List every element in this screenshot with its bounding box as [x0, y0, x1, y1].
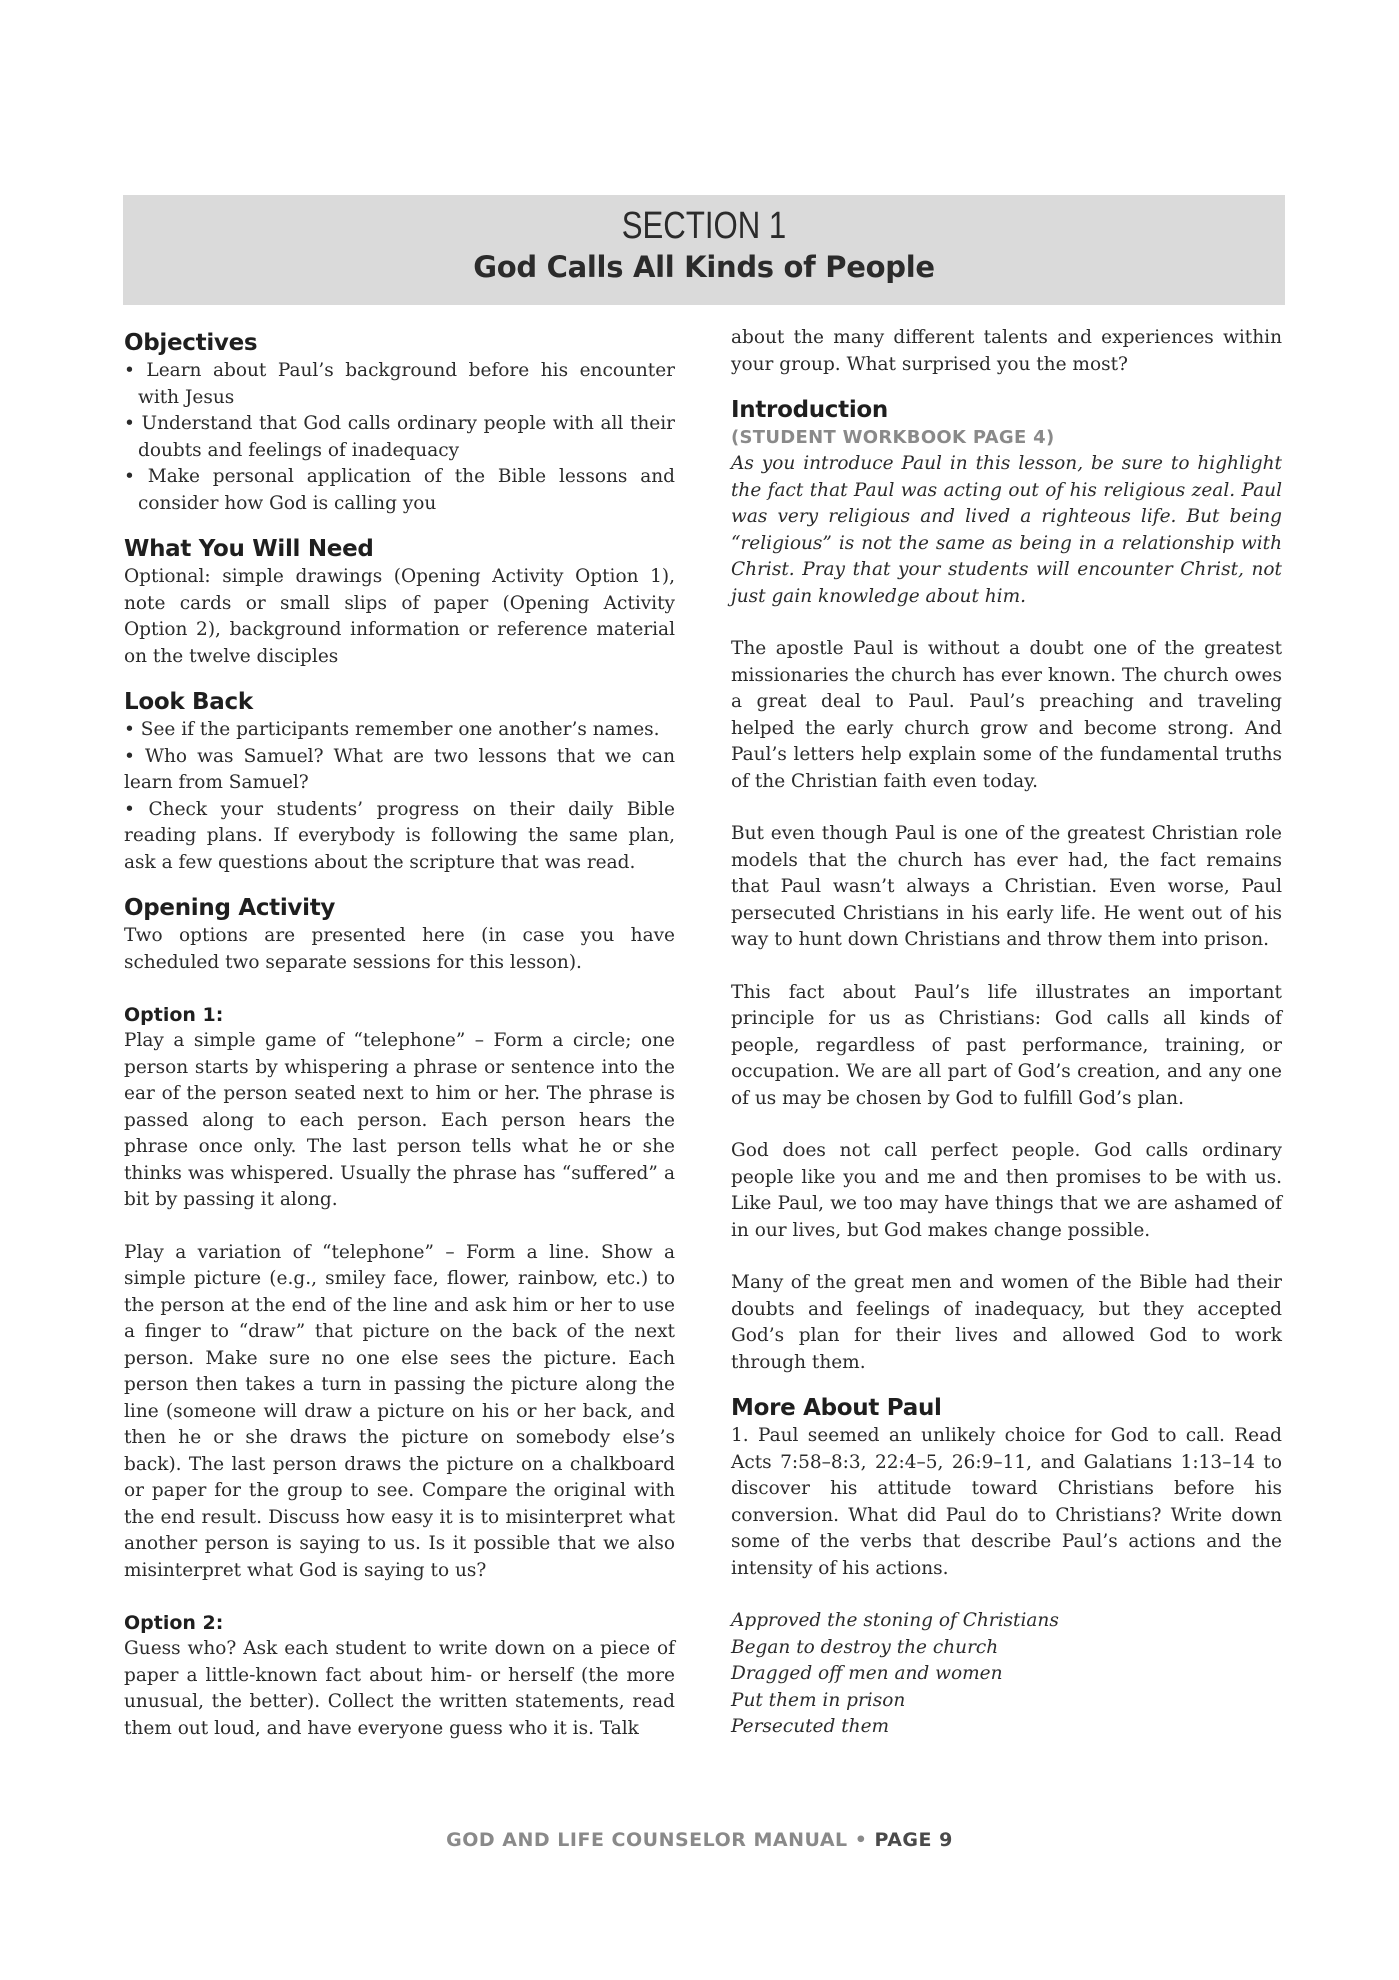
manual-title: GOD AND LIFE COUNSELOR MANUAL •	[446, 1829, 868, 1851]
option-1-variation-paragraph: Play a variation of “telephone” – Form a line. Show a simple picture (e.g., smiley face, flower, rainbow, etc.) to the person at the end of the line and ask him or her to use a finger to “draw” that picture on the back of the next person. Make sure no one else sees the picture. Each person then takes a turn in passing the picture along the line (someone will draw a picture on his or her back, and then he or she draws the picture on somebody else’s back). The last person draws the picture on a chalkboard or paper for the group to see. Compare the original with the end result. Discuss how easy it is to misinterpret what another person is saying to us. Is it possible that we also misinterpret what God is saying to us?	[124, 1241, 675, 1581]
need-text: Optional: simple drawings (Opening Activity Option 1), note cards or small slips of paper (Opening Activity Option 2), background information or reference material on the twelve disciples	[124, 566, 675, 667]
objectives-heading: Objectives	[124, 330, 258, 356]
workbook-reference: (STUDENT WORKBOOK PAGE 4)	[731, 427, 1055, 448]
section-banner	[123, 195, 1285, 305]
page-number: PAGE 9	[874, 1829, 953, 1851]
objective-item: • Make personal application of the Bible lessons and consider how God is calling you	[124, 466, 675, 514]
teacher-note: As you introduce Paul in this lesson, be sure to highlight the fact that Paul was acting out of his religious zeal. Paul was very religious and lived a righteous life. But being “religious” is not the same as being in a relationship with Christ. Pray that your students will encounter Christ, not just gain knowledge about him.	[731, 453, 1282, 607]
opening-activity-intro: Two options are presented here (in case you have scheduled two separate sessions for this lesson).	[124, 925, 675, 973]
intro-paragraph: The apostle Paul is without a doubt one of the greatest missionaries the church has ever known. The church owes a great deal to Paul. Paul’s preaching and traveling helped the early church grow and become strong. And Paul’s letters help explain some of the fundamental truths of the Christian faith even today.	[731, 638, 1282, 792]
option-2-paragraph: Guess who? Ask each student to write down on a piece of paper a little-known fact about him- or herself (the more unusual, the better). Collect the written statements, read them out loud, and have everyone guess who it is. Talk	[124, 1638, 675, 1739]
intro-paragraph: God does not call perfect people. God calls ordinary people like you and me and then promises to be with us. Like Paul, we too may have things that we are ashamed of in our lives, but God makes change possible.	[731, 1140, 1282, 1241]
look-back-heading: Look Back	[124, 689, 253, 715]
objective-item: • Understand that God calls ordinary people with all their doubts and feelings of inadequacy	[124, 413, 675, 461]
need-heading: What You Will Need	[124, 536, 374, 562]
more-about-paul-heading: More About Paul	[731, 1395, 942, 1421]
look-back-item: • Check your students’ progress on their daily Bible reading plans. If everybody is following the same plan, ask a few questions about the scripture that was read.	[124, 798, 675, 873]
page-footer	[0, 1829, 1399, 1851]
objective-item: • Learn about Paul’s background before his encounter with Jesus	[124, 360, 675, 408]
look-back-item: • Who was Samuel? What are two lessons that we can learn from Samuel?	[124, 745, 675, 793]
opening-activity-heading: Opening Activity	[124, 895, 336, 921]
left-column	[124, 325, 675, 1742]
option-1-paragraph: Play a simple game of “telephone” – Form a circle; one person starts by whispering a phrase or sentence into the ear of the person seated next to him or her. The phrase is passed along to each person. Each person hears the phrase once only. The last person tells what he or she thinks was whispered. Usually the phrase has “suffered” a bit by passing it along.	[124, 1030, 675, 1210]
right-column	[731, 325, 1282, 1741]
more-about-paul-question: 1. Paul seemed an unlikely choice for God to call. Read Acts 7:58–8:3, 22:4–5, 26:9–11, and Galatians 1:13–14 to discover his attitude toward Christians before his conversion. What did Paul do to Christians? Write down some of the verbs that describe Paul’s actions and the intensity of his actions.	[731, 1425, 1282, 1579]
list-item: Dragged off men and women	[731, 1663, 1003, 1684]
intro-paragraph: Many of the great men and women of the Bible had their doubts and feelings of inadequacy, but they accepted God’s plan for their lives and allowed God to work through them.	[731, 1272, 1282, 1373]
introduction-heading: Introduction	[731, 397, 888, 423]
section-title: God Calls All Kinds of People	[473, 250, 935, 284]
list-item: Approved the stoning of Christians	[731, 1610, 1059, 1631]
section-label: SECTION 1	[621, 205, 787, 247]
option-2-heading: Option 2:	[124, 1612, 224, 1634]
list-item: Persecuted them	[731, 1716, 890, 1737]
intro-paragraph: This fact about Paul’s life illustrates an important principle for us as Christians: God calls all kinds of people, regardless of past performance, training, or occupation. We are all part of God’s creation, and any one of us may be chosen by God to fulfill God’s plan.	[731, 981, 1282, 1109]
intro-paragraph: But even though Paul is one of the greatest Christian role models that the church has ever had, the fact remains that Paul wasn’t always a Christian. Even worse, Paul persecuted Christians in his early life. He went out of his way to hunt down Christians and throw them into prison.	[731, 823, 1282, 950]
list-item: Put them in prison	[731, 1689, 906, 1711]
option-1-heading: Option 1:	[124, 1004, 224, 1026]
look-back-item: • See if the participants remember one another’s names.	[124, 719, 660, 740]
list-item: Began to destroy the church	[731, 1636, 999, 1658]
paul-actions-list	[731, 1608, 1282, 1741]
continued-paragraph: about the many different talents and experiences within your group. What surprised you the most?	[731, 327, 1282, 375]
